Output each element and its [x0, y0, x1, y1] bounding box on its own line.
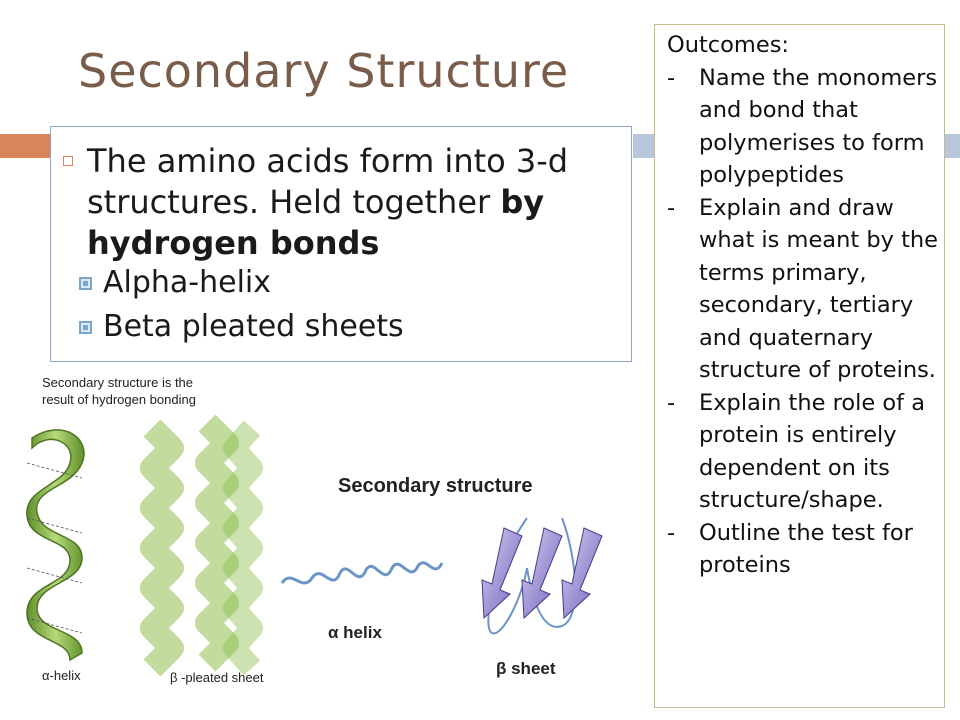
- outcomes-heading: Outcomes:: [667, 32, 789, 58]
- beta-sheet-strands: [152, 423, 252, 668]
- outcome-item: - Explain and draw what is meant by the terms primary, secondary, tertiary and quaternary structure of proteins.: [667, 194, 939, 383]
- outcome-item: - Explain the role of a protein is entirely dependent on its structure/shape.: [667, 389, 925, 513]
- alpha-helix-label: α-helix: [42, 668, 81, 683]
- outcomes-box: [654, 24, 945, 708]
- content-box: [50, 126, 632, 362]
- alpha-helix-coil-icon: [282, 563, 442, 583]
- square-bullet-icon: [63, 156, 73, 166]
- sub-bullet-icon: [79, 321, 92, 334]
- right-figure-title: Secondary structure: [338, 475, 533, 497]
- beta-sheet-label: β -pleated sheet: [170, 670, 264, 685]
- alpha-helix-right-label: α helix: [328, 623, 382, 642]
- sub-bullet-beta: Beta pleated sheets: [79, 309, 404, 344]
- beta-sheet-right-label: β sheet: [496, 659, 556, 678]
- sub-bullet-alpha: Alpha-helix: [79, 265, 271, 300]
- main-bullet: [63, 141, 623, 264]
- outcome-item: - Name the monomers and bond that polymerises to form polypeptides: [667, 64, 938, 188]
- figure-caption-line-1: Secondary structure is the: [42, 375, 194, 390]
- slide-title: Secondary Structure: [78, 44, 570, 98]
- figure-caption-line-2: result of hydrogen bonding: [42, 392, 196, 407]
- beta-sheet-arrows-icon: [482, 518, 602, 633]
- outcome-item: - Outline the test for proteins: [667, 519, 913, 578]
- bold-phrase: by hydrogen bonds: [87, 183, 545, 262]
- accent-bar-left: [0, 134, 50, 158]
- sub-bullet-icon: [79, 277, 92, 290]
- main-bullet-text: The amino acids form into 3-d structures. Held together by hydrogen bonds: [87, 142, 569, 262]
- secondary-structure-figure: [22, 368, 632, 694]
